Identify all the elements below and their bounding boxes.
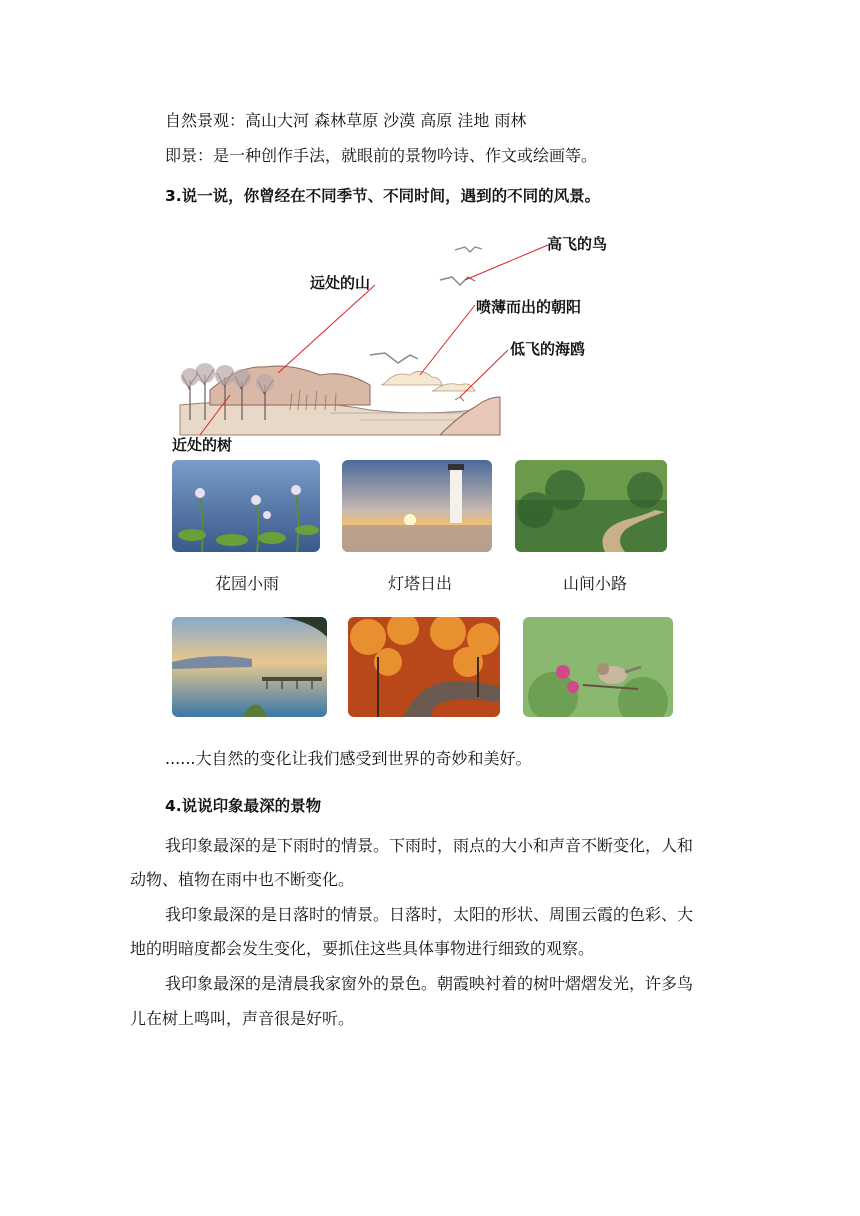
label-near-tree: 近处的树	[172, 436, 233, 454]
section-4-heading: 4.说说印象最深的景物	[165, 797, 322, 815]
summary-line: ......大自然的变化让我们感受到世界的奇妙和美好。	[165, 749, 532, 768]
para3-line2: 儿在树上鸣叫，声音很是好听。	[130, 1009, 355, 1028]
para3-line1: 我印象最深的是清晨我家窗外的景色。朝霞映衬着的树叶熠熠发光，许多鸟	[165, 974, 694, 993]
photo-mountain-path	[515, 460, 667, 552]
para1-line1: 我印象最深的是下雨时的情景。下雨时，雨点的大小和声音不断变化，人和	[165, 836, 694, 855]
caption-garden-rain: 花园小雨	[214, 574, 279, 593]
natural-landscape-line: 自然景观：高山大河 森林草原 沙漠 高原 洼地 雨林	[165, 111, 527, 130]
caption-lighthouse-sunrise: 灯塔日出	[387, 574, 452, 593]
photo-lake-pier	[172, 617, 327, 717]
label-rising-sun: 喷薄而出的朝阳	[476, 298, 582, 316]
para2-line1: 我印象最深的是日落时的情景。日落时，太阳的形状、周围云霞的色彩、大	[165, 905, 694, 924]
photo-autumn-road	[348, 617, 500, 717]
para1-line2: 动物、植物在雨中也不断变化。	[130, 870, 355, 889]
label-low-gull: 低飞的海鸥	[510, 340, 586, 358]
para2-line2: 地的明暗度都会发生变化，要抓住这些具体事物进行细致的观察。	[130, 939, 595, 958]
photo-bird-flower	[523, 617, 673, 717]
jijing-definition-line: 即景：是一种创作手法，就眼前的景物吟诗、作文或绘画等。	[165, 146, 598, 165]
label-far-mountain: 远处的山	[310, 274, 371, 292]
label-high-bird: 高飞的鸟	[547, 235, 608, 253]
photo-lighthouse-sunrise	[342, 460, 492, 552]
caption-mountain-path: 山间小路	[562, 574, 627, 593]
photo-garden-rain	[172, 460, 320, 552]
section-3-heading: 3.说一说，你曾经在不同季节、不同时间，遇到的不同的风景。	[165, 187, 601, 205]
